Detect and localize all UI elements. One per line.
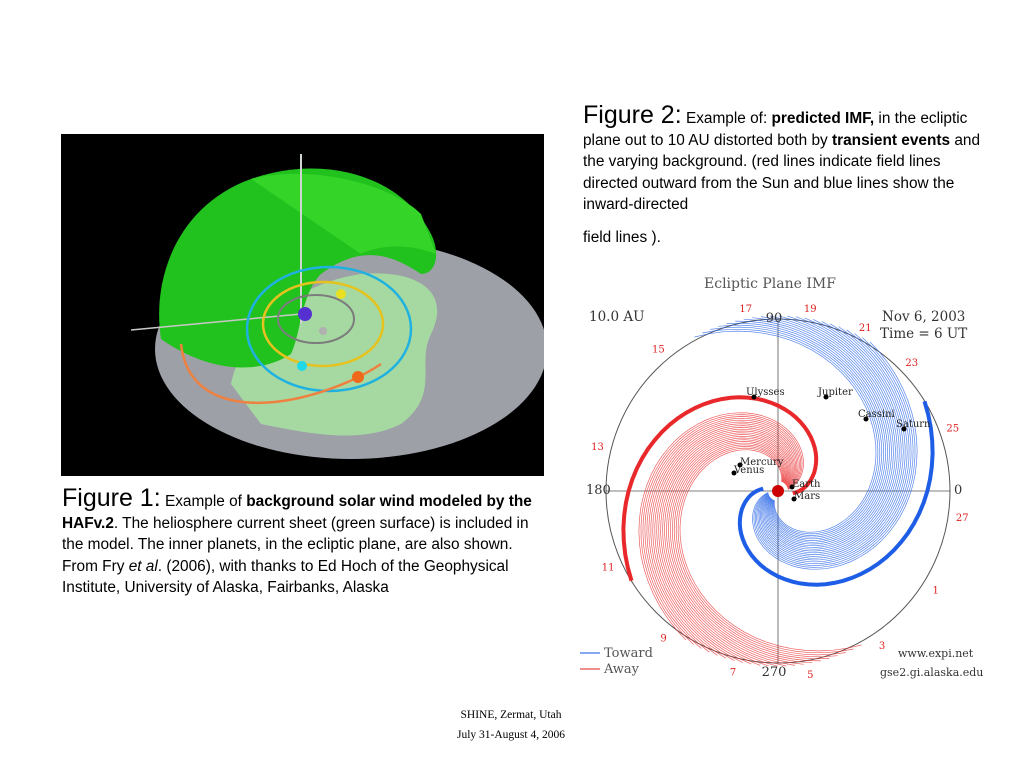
planet-label: Mercury [740,457,784,468]
plot-credit-2: gse2.gi.alaska.edu [880,666,984,679]
sector-number: 1 [932,585,939,597]
sector-number: 19 [803,303,817,315]
figure2-text-2: in the ecliptic plane out to 10 AU distorted both by [583,110,968,149]
planet-label: Saturn [896,419,931,430]
figure1-bold-1: background solar wind modeled by the HAFv.2 [62,493,532,532]
sector-number: 27 [955,512,969,524]
plot-title: Ecliptic Plane IMF [704,276,836,292]
sector-number: 9 [660,633,667,645]
sector-number: 5 [807,670,814,682]
plot-credit-1: www.expi.net [898,647,974,660]
angle-270: 270 [761,665,787,680]
sector-number: 13 [591,442,604,453]
planet-label: Venus [734,465,765,476]
figure1-heading: Figure 1: [62,484,161,512]
sector-number: 3 [878,641,886,653]
sector-number: 17 [739,303,753,315]
footer-line-1: SHINE, Zermat, Utah [460,709,562,721]
planet-label: Mars [794,491,821,502]
figure2-heading: Figure 2: [583,101,682,129]
planet-label: Earth [792,479,821,490]
legend-away: Away [604,662,640,677]
sector-number: 23 [905,357,919,369]
plot-date: Nov 6, 2003 [882,309,966,325]
figure1-caption [62,484,548,599]
footer-line-2: July 31-August 4, 2006 [457,729,565,741]
figure2-plot [572,266,1012,686]
footer [400,705,622,745]
figure2-text-1: Example of: [685,110,772,127]
sun-marker [772,485,784,497]
legend-toward: Toward [604,646,653,661]
figure2-caption [583,101,983,249]
sector-number: 7 [729,667,737,679]
figure2-text-4: field lines ). [583,228,661,246]
angle-90: 90 [765,311,783,326]
angle-0: 0 [954,483,963,498]
figure2-bold-1: predicted IMF, [771,110,875,127]
sector-number: 25 [946,423,960,435]
planet-label: Cassini [858,409,895,420]
sector-number: 15 [652,344,665,356]
angle-180: 180 [586,483,611,498]
planet-label: Ulysses [746,387,785,398]
figure1-text-3: . (2006), with thanks to Ed Hoch of the Geophysical Institute, University of Alaska, Fairbanks, Alaska [62,557,509,597]
plot-scale-label: 10.0 AU [589,309,645,325]
plot-time: Time = 6 UT [880,326,968,342]
planet-label: Jupiter [818,387,853,398]
figure1-text-2: . The heliosphere current sheet (green surface) is included in the model. The inner planets, in the ecliptic plane, are also shown. From Fry [62,514,529,575]
sector-number: 11 [601,562,615,574]
figure1-italic-1: et al [128,557,158,575]
figure1-text-1: Example of [164,493,247,510]
sector-number: 21 [858,322,872,334]
figure2-text-3: and the varying background. (red lines indicate field lines directed outward from the Sun and blue lines show the inward-directed [583,131,981,214]
figure1-image [61,134,544,476]
figure2-bold-2: transient events [832,131,951,149]
